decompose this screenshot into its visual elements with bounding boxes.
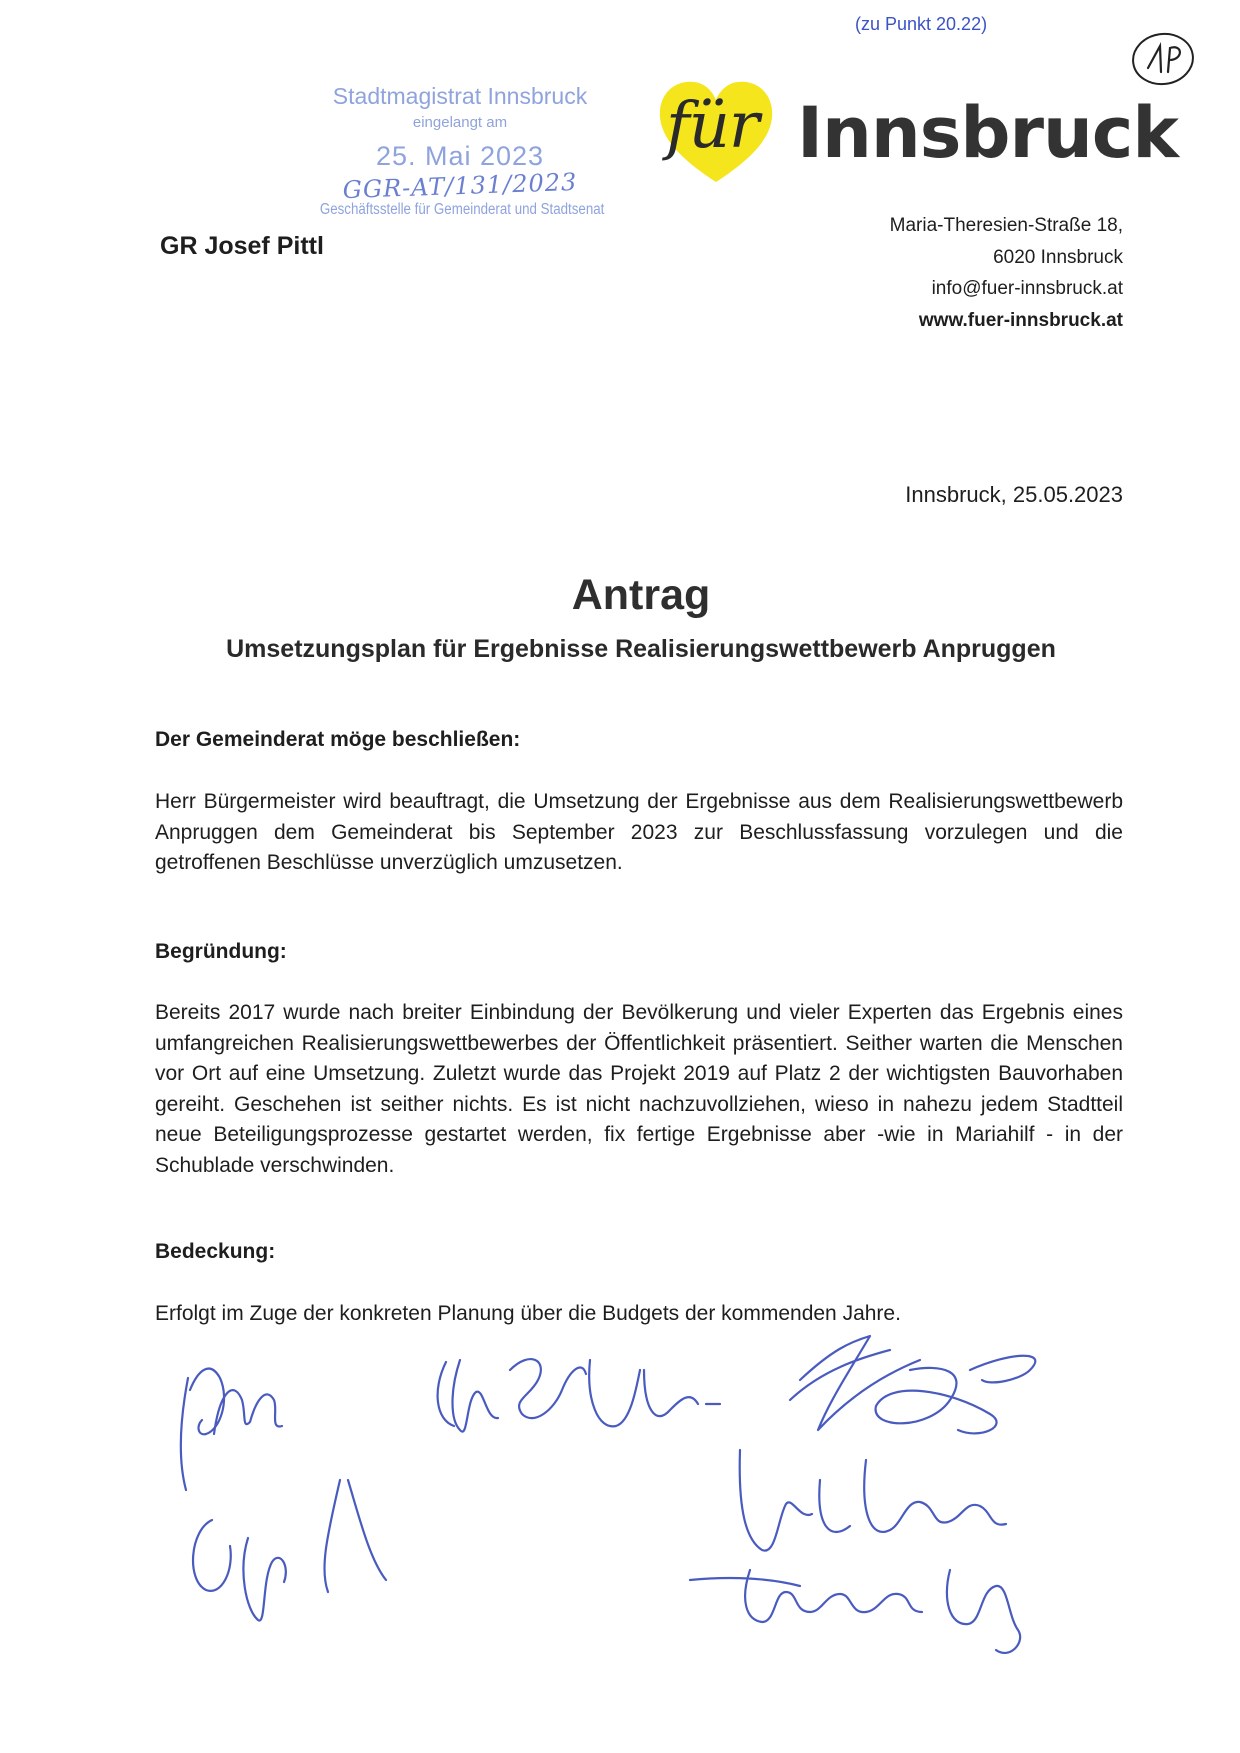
coverage-text: Erfolgt im Zuge der konkreten Planung über die Budgets der kommenden Jahre. — [155, 1302, 901, 1325]
sender-address — [890, 210, 1123, 336]
resolution-heading: Der Gemeinderat möge beschließen: — [155, 728, 521, 751]
reference-note: (zu Punkt 20.22) — [855, 14, 988, 34]
author-name: GR Josef Pittl — [160, 232, 324, 260]
signature-4 — [740, 1450, 1006, 1551]
signature-1 — [181, 1369, 282, 1490]
logo-city: Innsbruck — [797, 92, 1178, 174]
signatures-handwritten — [150, 1330, 1140, 1710]
reason-heading: Begründung: — [155, 940, 287, 963]
page-marker-handwritten — [1130, 28, 1196, 90]
stamp-date: 25. Mai 2023 — [375, 141, 545, 171]
date-line: Innsbruck, 25.05.2023 — [905, 482, 1123, 507]
signature-3 — [438, 1359, 720, 1431]
logo-prefix: für — [666, 89, 759, 163]
reason-text: Bereits 2017 wurde nach breiter Einbindung der Bevölkerung und vieler Experten das Ergebnis eines umfangreichen Realisierungswettbewerbes der Öffentlichkeit präsentiert. Seither warten die Menschen vor Ort auf eine Umsetzung. Zuletzt wurde das Projekt 2019 auf Platz 2 der wichtigsten Bauvorhaben gereiht. Geschehen ist seither nichts. Es ist nicht nachzuvollziehen, wieso in nahezu jedem Stadtteil neue Beteiligungsprozesse gestartet werden, fix fertige Ergebnisse aber -wie in Mariahilf - in der Schublade verschwinden. — [155, 1001, 1123, 1177]
document-title: Antrag — [571, 571, 711, 619]
signature-5 — [790, 1336, 1035, 1433]
resolution-text: Herr Bürgermeister wird beauftragt, die Umsetzung der Ergebnisse aus dem Realisierungswettbewerb Anpruggen dem Gemeinderat bis September 2023 zur Beschlussfassung vorzulegen und die getroffenen Beschlüsse unverzüglich umzusetzen. — [155, 790, 1123, 874]
address-city: 6020 Innsbruck — [993, 246, 1123, 268]
signature-2 — [193, 1480, 386, 1621]
address-website: www.fuer-innsbruck.at — [918, 309, 1123, 331]
stamp-unit: Geschäftsstelle für Gemeinderat und Stadtsenat — [319, 201, 605, 218]
address-street: Maria-Theresien-Straße 18, — [889, 215, 1123, 236]
received-stamp — [310, 82, 610, 220]
stamp-received-label: eingelangt am — [412, 114, 508, 131]
stamp-office: Stadtmagistrat Innsbruck — [332, 83, 588, 109]
coverage-heading: Bedeckung: — [155, 1240, 276, 1263]
document-subtitle: Umsetzungsplan für Ergebnisse Realisierungswettbewerb Anpruggen — [226, 635, 1056, 663]
stamp-file-number: GGR-AT/131/2023 — [342, 167, 578, 205]
address-email: info@fuer-innsbruck.at — [931, 278, 1123, 299]
signature-6 — [690, 1570, 1020, 1653]
